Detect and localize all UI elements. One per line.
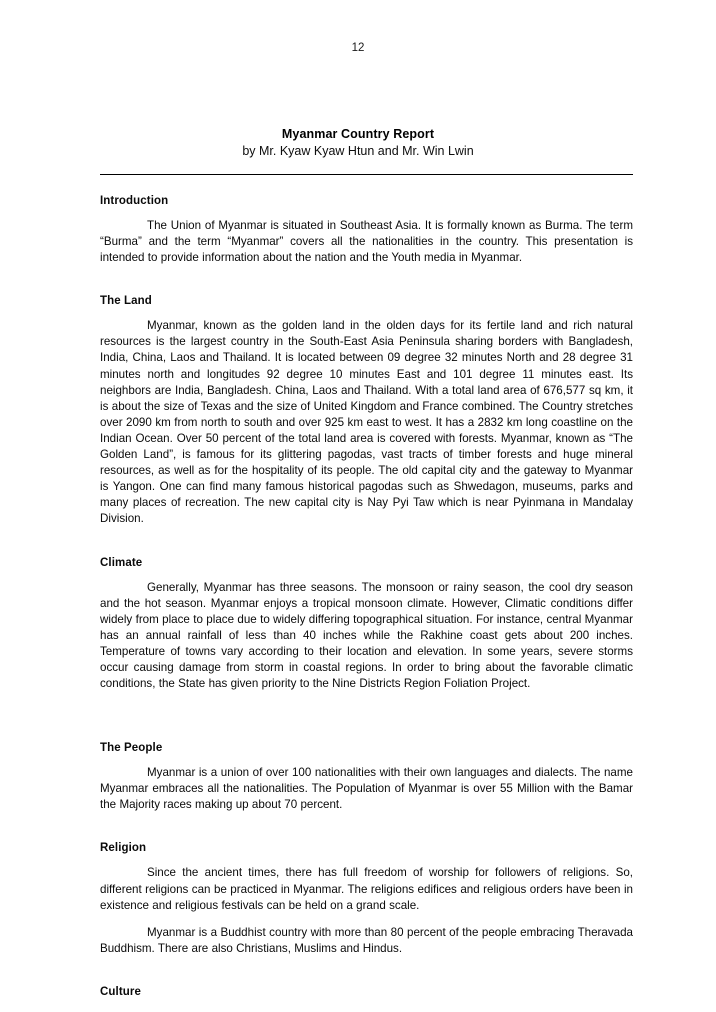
document-body (100, 193, 633, 1009)
paragraph-climate-1: Generally, Myanmar has three seasons. The monsoon or rainy season, the cool dry season and the hot season. Myanmar enjoys a tropical monsoon climate. However, Climatic conditions differ widely from place to place due to widely differing topographical situation. For instance, central Myanmar has an annual rainfall of less than 40 inches while the Rakhine coast gets about 200 inches. Temperature of towns vary according to their location and elevation. In some years, severe storms occur causing damage from storm in coastal regions. In order to bring about the favorable climatic conditions, the State has given priority to the Nine Districts Region Foliation Project. (100, 580, 633, 691)
section-heading-introduction: Introduction (100, 195, 169, 207)
page-number: 12 (351, 42, 365, 54)
document-title: Myanmar Country Report (281, 127, 435, 141)
section-heading-culture: Culture (100, 985, 141, 998)
paragraph-the-people-1: Myanmar is a union of over 100 nationalities with their own languages and dialects. The name Myanmar embraces all the nationalities. The Population of Myanmar is over 55 Million with the Bamar the Majority races making up about 70 percent. (100, 766, 633, 812)
section-heading-the-people: The People (100, 742, 163, 755)
section-heading-the-land: The Land (100, 295, 152, 308)
paragraph-introduction-1: The Union of Myanmar is situated in Southeast Asia. It is formally known as Burma. The term “Burma” and the term “Myanmar” covers all the nationalities in the country. This presentation is intended to provide information about the nation and the Youth media in Myanmar. (100, 219, 633, 265)
header-divider (100, 174, 633, 175)
document-byline: by Mr. Kyaw Kyaw Htun and Mr. Win Lwin (242, 144, 474, 158)
paragraph-religion-2: Myanmar is a Buddhist country with more than 80 percent of the people embracing Theravada Buddhism. There are also Christians, Muslims and Hindus. (100, 925, 633, 955)
section-heading-religion: Religion (100, 842, 147, 855)
section-heading-climate: Climate (100, 556, 143, 569)
paragraph-the-land-1: Myanmar, known as the golden land in the olden days for its fertile land and rich natural resources is the largest country in the South-East Asia Peninsula sharing borders with Bangladesh, India, China, Laos and Thailand. It is located between 09 degree 32 minutes North and 28 degree 31 minutes north and longitudes 92 degree 10 minutes East and 101 degree 11 minutes east. Its neighbors are India, Bangladesh. China, Laos and Thailand. With a total land area of 676,577 sq km, it is about the size of Texas and the size of United Kingdom and France combined. The Country stretches over 2090 km from north to south and over 925 km east to west. It has a 2832 km long coastline on the Indian Ocean. Over 50 percent of the total land area is covered with forests. Myanmar, known as “The Golden Land”, is famous for its glittering pagodas, vast tracts of timber forests and huge mineral resources, as well as for the hospitality of its people. The old capital city and the gateway to Myanmar is Yangon. One can find many famous historical pagodas such as Shwedagon, museums, parks and many places of recreation. The new capital city is Nay Pyi Taw which is near Pyinmana in Mandalay Division. (100, 319, 633, 526)
paragraph-religion-1: Since the ancient times, there has full freedom of worship for followers of religions. So, different religions can be practiced in Myanmar. The religions edifices and religious orders have been in existence and religious festivals can be held on a grand scale. (100, 866, 633, 912)
